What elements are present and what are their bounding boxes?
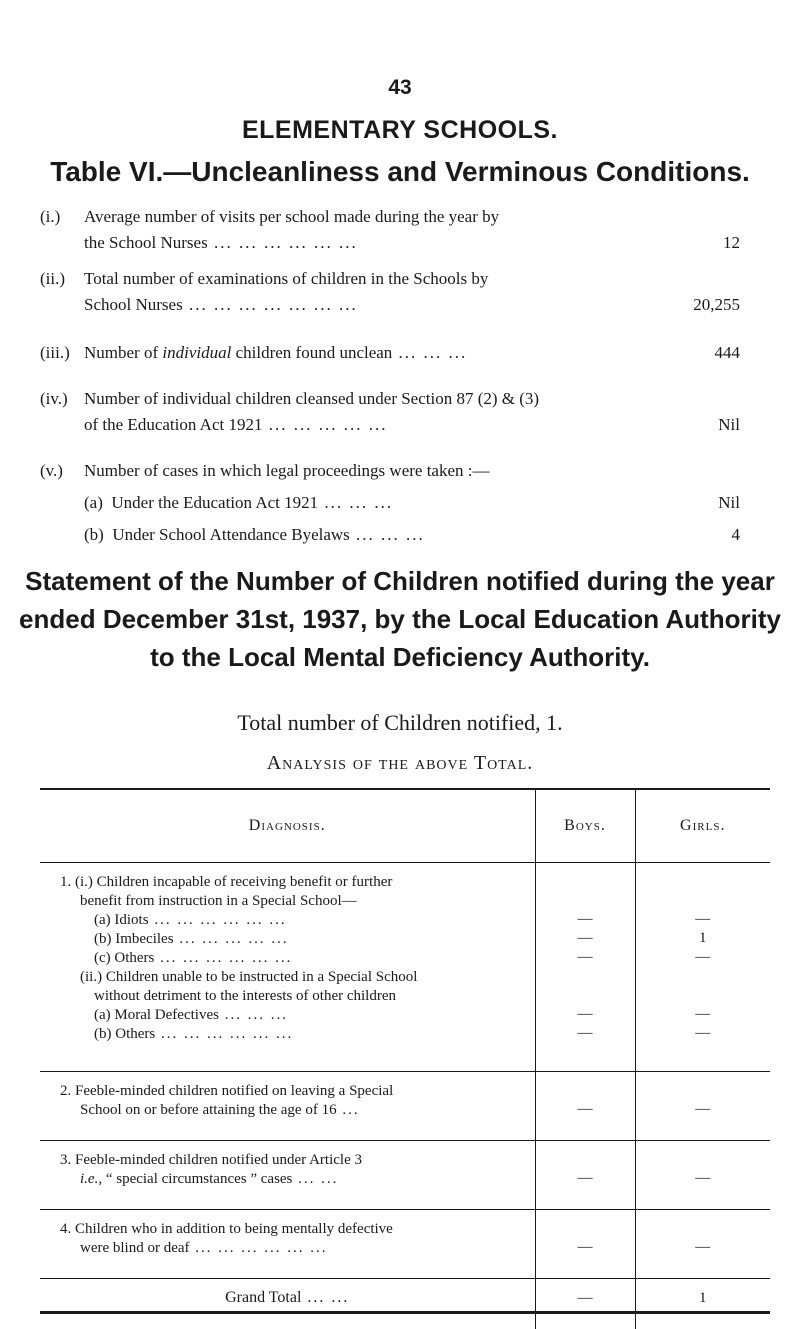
- header-girls: Girls.: [635, 790, 770, 863]
- girls-cell: —: [635, 1072, 770, 1141]
- grand-total-label: Grand Total ... ...: [40, 1279, 535, 1329]
- girls-total: 1: [635, 1279, 770, 1329]
- page-heading: ELEMENTARY SCHOOLS.: [0, 116, 800, 145]
- item-text: Number of individual children found unclean ... ... ...: [84, 340, 467, 366]
- diagnosis-cell: 2. Feeble-minded children notified on leaving a Special School on or before attaining the age of 16 ...: [40, 1072, 535, 1141]
- girls-cell: —: [635, 1210, 770, 1279]
- table-header-row: [40, 790, 770, 863]
- diagnosis-cell: 4. Children who in addition to being mentally defective were blind or deaf ... ... ... ... ... ...: [40, 1210, 535, 1279]
- header-diagnosis: Diagnosis.: [40, 790, 535, 863]
- item-legal-byelaws: [40, 522, 740, 548]
- item-legal-proceedings: [40, 458, 740, 484]
- header-boys: Boys.: [535, 790, 635, 863]
- boys-cell: —: [535, 1141, 635, 1210]
- item-text: Number of individual children cleansed under Section 87 (2) & (3): [84, 386, 539, 412]
- item-cleansed: [40, 386, 740, 438]
- item-text-cont: School Nurses ... ... ... ... ... ... ...: [84, 292, 358, 318]
- item-text-cont: of the Education Act 1921 ... ... ... ... ...: [84, 412, 387, 438]
- statement-heading: [0, 562, 800, 676]
- item-number: (ii.): [40, 266, 65, 292]
- item-number: (iii.): [40, 340, 70, 366]
- boys-cell: —: [535, 1210, 635, 1279]
- diagnosis-cell: 3. Feeble-minded children notified under Article 3 i.e., “ special circumstances ” cases ... ...: [40, 1141, 535, 1210]
- item-unclean: [40, 340, 740, 366]
- item-value: 12: [723, 230, 740, 256]
- table-title: Table VI.—Uncleanliness and Verminous Conditions.: [0, 156, 800, 188]
- item-visits: [40, 204, 740, 256]
- statement-line: Statement of the Number of Children notified during the year: [0, 562, 800, 600]
- table-bottom-rule: [40, 1311, 770, 1314]
- sub-item-text: (b) Under School Attendance Byelaws ... ... ...: [84, 522, 425, 548]
- boys-cell: — — — — —: [535, 863, 635, 1072]
- item-text: Number of cases in which legal proceedings were taken :—: [84, 458, 490, 484]
- item-number: (i.): [40, 204, 60, 230]
- sub-item-text: (a) Under the Education Act 1921 ... ... ...: [84, 490, 393, 516]
- item-legal-education-act: [40, 490, 740, 516]
- boys-total: —: [535, 1279, 635, 1329]
- table-row: [40, 1210, 770, 1279]
- page-number: 43: [0, 76, 800, 100]
- statement-line: to the Local Mental Deficiency Authority.: [0, 638, 800, 676]
- analysis-heading: Analysis of the above Total.: [0, 752, 800, 775]
- item-text: Average number of visits per school made during the year by: [84, 204, 499, 230]
- item-value: 444: [715, 340, 741, 366]
- statement-line: ended December 31st, 1937, by the Local Education Authority: [0, 600, 800, 638]
- total-notified: Total number of Children notified, 1.: [0, 710, 800, 736]
- girls-cell: —: [635, 1141, 770, 1210]
- analysis-table: [40, 790, 770, 1329]
- grand-total-row: [40, 1279, 770, 1329]
- table-row: [40, 1072, 770, 1141]
- table-row: [40, 1141, 770, 1210]
- girls-cell: — 1 — — —: [635, 863, 770, 1072]
- item-value: Nil: [718, 412, 740, 438]
- item-text: Total number of examinations of children in the Schools by: [84, 266, 488, 292]
- diagnosis-cell: 1. (i.) Children incapable of receiving benefit or further benefit from instruction in a Special School— (a) Idiots ... ... ... ... ... ... (b) Imbeciles ... ... ... ... ... (c) Others ... ... ... ... ... ... (ii.) Children unable to be instructed in a Special School without detriment to the interests of other children (a) Moral Defectives ... ... ... (b) Others ... ... ... ... ... ...: [40, 863, 535, 1072]
- item-text-cont: the School Nurses ... ... ... ... ... ...: [84, 230, 358, 256]
- item-examinations: [40, 266, 740, 318]
- item-value: 4: [732, 522, 741, 548]
- item-value: 20,255: [693, 292, 740, 318]
- item-value: Nil: [718, 490, 740, 516]
- item-number: (iv.): [40, 386, 68, 412]
- table-row: [40, 863, 770, 1072]
- boys-cell: —: [535, 1072, 635, 1141]
- item-number: (v.): [40, 458, 63, 484]
